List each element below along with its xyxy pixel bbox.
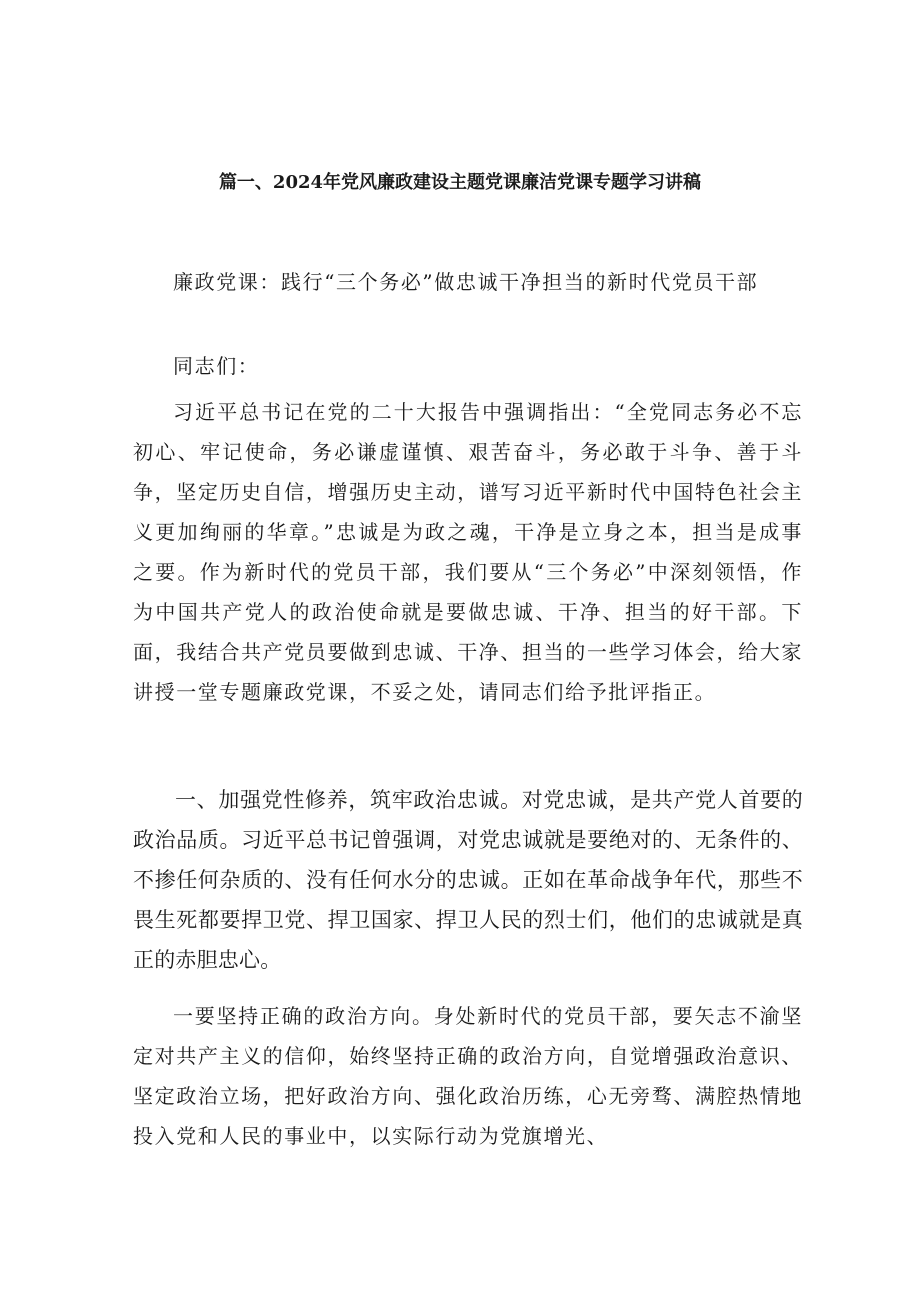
intro-paragraph: 习近平总书记在党的二十大报告中强调指出：“全党同志务必不忘初心、牢记使命，务必谦虚谨慎、艰苦奋斗，务必敢于斗争、善于斗争，坚定历史自信，增强历史主动，谱写习近平新时代中国特色社会主义更加绚丽的华章。”忠诚是为政之魂，干净是立身之本，担当是成事之要。作为新时代的党员干部，我们要从“三个务必”中深刻领悟，作为中国共产党人的政治使命就是要做忠诚、干净、担当的好干部。下面，我结合共产党员要做到忠诚、干净、担当的一些学习体会，给大家讲授一堂专题廉政党课，不妥之处，请同志们给予批评指正。 — [133, 400, 803, 704]
greeting-paragraph: 同志们： — [173, 354, 260, 378]
section-one-paragraph: 一、加强党性修养，筑牢政治忠诚。对党忠诚，是共产党人首要的政治品质。习近平总书记曾强调，对党忠诚就是要绝对的、无条件的、不掺任何杂质的、没有任何水分的忠诚。正如在革命战争年代，那些不畏生死都要捍卫党、捍卫国家、捍卫人民的烈士们，他们的忠诚就是真正的赤胆忠心。 — [133, 788, 803, 972]
lecture-subtitle: 廉政党课：践行“三个务必”做忠诚干净担当的新时代党员干部 — [173, 270, 759, 294]
document-title: 篇一、2024年党风廉政建设主题党课廉洁党课专题学习讲稿 — [218, 172, 702, 193]
point-one-paragraph: 一要坚持正确的政治方向。身处新时代的党员干部，要矢志不渝坚定对共产主义的信仰，始终坚持正确的政治方向，自觉增强政治意识、坚定政治立场，把好政治方向、强化政治历练，心无旁骛、满腔热情地投入党和人民的事业中，以实际行动为党旗增光、 — [133, 1004, 803, 1148]
